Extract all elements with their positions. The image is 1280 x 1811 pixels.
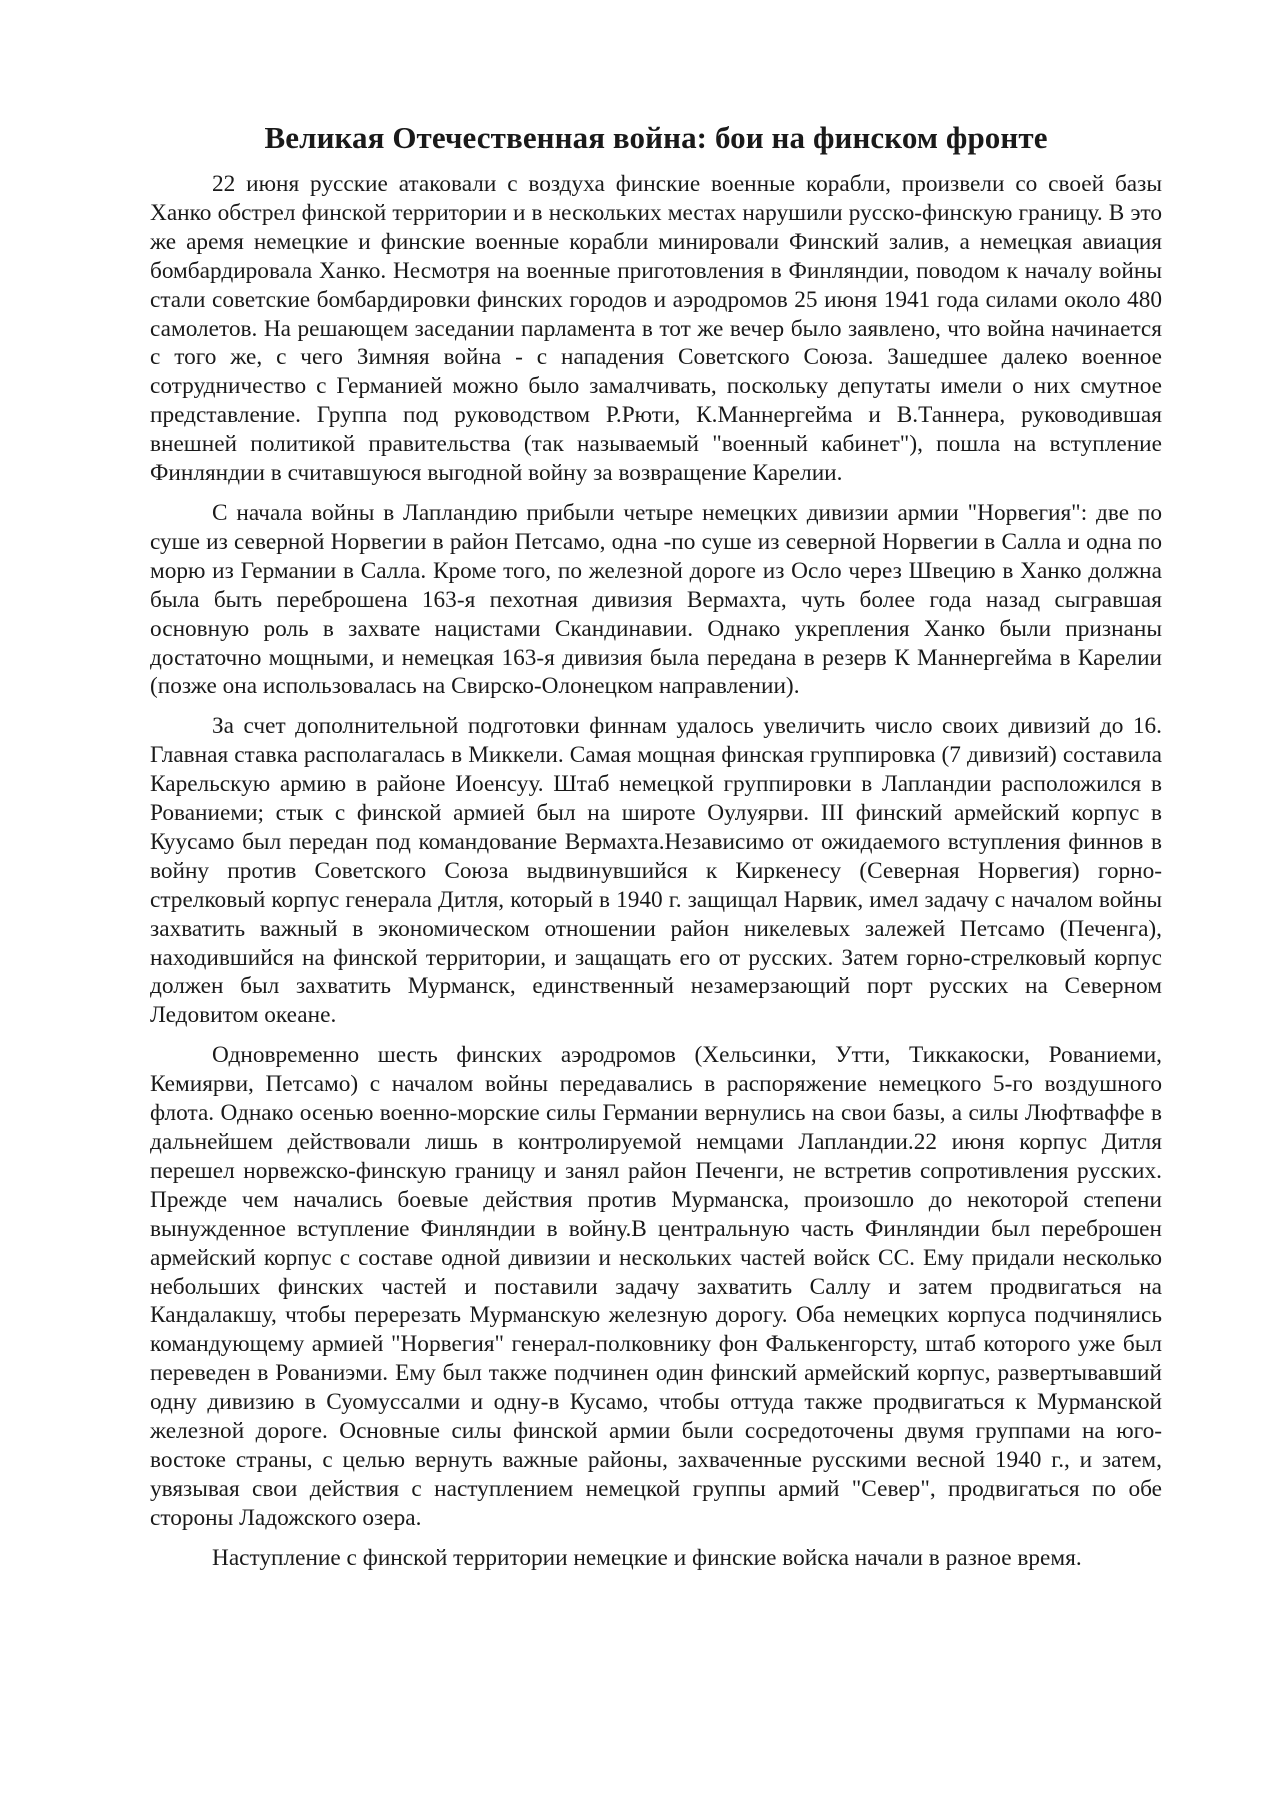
paragraph-3: За счет дополнительной подготовки финнам удалось увеличить число своих дивизий до 16. Главная ставка располагалась в Миккели. Самая мощная финская группировка (7 дивизий) составила Карельскую армию в районе Иоенсуу. Штаб немецкой группировки в Лапландии расположился в Рованиеми; стык с финской армией был на широте Оулуярви. III финский армейский корпус в Куусамо был передан под командование Вермахта.Независимо от ожидаемого вступления финнов в войну против Советского Союза выдвинувшийся к Киркенесу (Северная Норвегия) горно-стрелковый корпус генерала Дитля, который в 1940 г. защищал Нарвик, имел задачу с началом войны захватить важный в экономическом отношении район никелевых залежей Петсамо (Печенга), находившийся на финской территории, и защащать его от русских. Затем горно-стрелковый корпус должен был захватить Мурманск, единственный незамерзающий порт русских на Северном Ледовитом океане. [150,713,1162,1029]
document-title: Великая Отечественная война: бои на финском фронте [264,120,1048,155]
document-page [150,118,1162,1584]
paragraph-5: Наступление с финской территории немецкие и финские войска начали в разное время. [212,1544,1082,1571]
paragraph-2: С начала войны в Лапландию прибыли четыре немецких дивизии армии "Норвегия": две по суше из северной Норвегии в район Петсамо, одна -по суше из северной Норвегии в Салла и одна по морю из Германии в Салла. Кроме того, по железной дороге из Осло через Швецию в Ханко должна была быть переброшена 163-я пехотная дивизия Вермахта, чуть более года назад сыгравшая основную роль в захвате нацистами Скандинавии. Однако укрепления Ханко были признаны достаточно мощными, и немецкая 163-я дивизия была передана в резерв К Маннергейма в Карелии (позже она использовалась на Свирско-Олонецком направлении). [150,499,1162,700]
paragraph-1: 22 июня русские атаковали с воздуха финские военные корабли, произвели со своей базы Ханко обстрел финской территории и в нескольких местах нарушили русско-финскую границу. В это же аремя немецкие и финские военные корабли минировали Финский залив, а немецкая авиация бомбардировала Ханко. Несмотря на военные приготовления в Финляндии, поводом к началу войны стали советские бомбардировки финских городов и аэродромов 25 июня 1941 года силами около 480 самолетов. На решающем заседании парламента в тот же вечер было заявлено, что война начинается с того же, с чего Зимняя война - с нападения Советского Союза. Зашедшее далеко военное сотрудничество с Германией можно было замалчивать, поскольку депутаты имели о них смутное представление. Группа под руководством Р.Рюти, К.Маннергейма и В.Таннера, руководившая внешней политикой правительства (так называемый "военный кабинет"), пошла на вступление Финляндии в считавшуюся выгодной войну за возвращение Карелии. [150,171,1162,487]
paragraph-4: Одновременно шесть финских аэродромов (Хельсинки, Утти, Тиккакоски, Рованиеми, Кемиярви, Петсамо) с началом войны передавались в распоряжение немецкого 5-го воздушного флота. Однако осенью военно-морские силы Германии вернулись на свои базы, а силы Люфтваффе в дальнейшем действовали лишь в контролируемой немцами Лапландии.22 июня корпус Дитля перешел норвежско-финскую границу и занял район Печенги, не встретив сопротивления русских. Прежде чем начались боевые действия против Мурманска, произошло до некоторой степени вынужденное вступление Финляндии в войну.В центральную часть Финляндии был переброшен армейский корпус с составе одной дивизии и нескольких частей войск СС. Ему придали несколько небольших финских частей и поставили задачу захватить Саллу и затем продвигаться на Кандалакшу, чтобы перерезать Мурманскую железную дорогу. Оба немецких корпуса подчинялись командующему армией "Норвегия" генерал-полковнику фон Фалькенгорсту, штаб которого уже был переведен в Рованиэми. Ему был также подчинен один финский армейский корпус, развертывавший одну дивизию в Суомуссалми и одну-в Кусамо, чтобы оттуда также продвигаться к Мурманской железной дороге. Основные силы финской армии были сосредоточены двумя группами на юго-востоке страны, с целью вернуть важные районы, захваченные русскими весной 1940 г., и затем, увязывая свои действия с наступлением немецкой группы армий "Север", продвигаться по обе стороны Ладожского озера. [150,1042,1162,1531]
